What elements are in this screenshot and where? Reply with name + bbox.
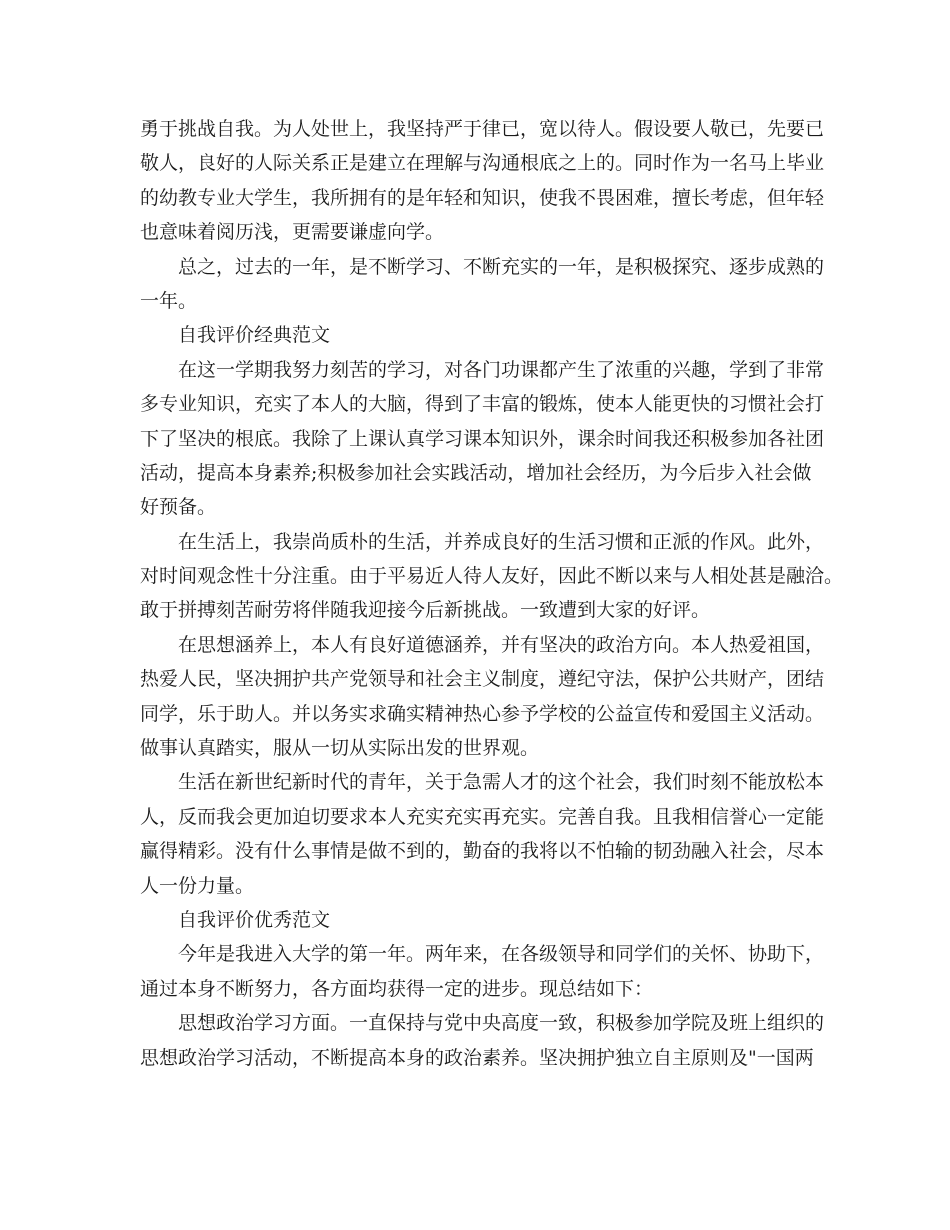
text-line: 赢得精彩。没有什么事情是做不到的，勤奋的我将以不怕输的韧劲融入社会，尽本 [140,840,825,863]
text-line: 在思想涵养上，本人有良好道德涵养，并有坚决的政治方向。本人热爱祖国， [178,633,825,656]
text-line: 人，反而我会更加迫切要求本人充实充实再充实。完善自我。且我相信誉心一定能 [140,805,825,828]
text-line: 热爱人民，坚决拥护共产党领导和社会主义制度，遵纪守法，保护公共财产，团结 [140,668,825,691]
text-line: 一年。 [140,289,198,312]
text-line: 活动，提高本身素养;积极参加社会实践活动，增加社会经历，为今后步入社会做 [140,461,812,484]
text-line: 敬人，良好的人际关系正是建立在理解与沟通根底之上的。同时作为一名马上毕业 [140,152,825,175]
text-line: 在这一学期我努力刻苦的学习，对各门功课都产生了浓重的兴趣，学到了非常 [178,358,825,381]
text-line: 同学，乐于助人。并以务实求确实精神热心参予学校的公益宣传和爱国主义活动。 [140,702,825,725]
text-line: 总之，过去的一年，是不断学习、不断充实的一年，是积极探究、逐步成熟的 [178,255,825,278]
text-line: 下了坚决的根底。我除了上课认真学习课本知识外，课余时间我还积极参加各社团 [140,427,825,450]
text-line: 思想政治学习活动，不断提高本身的政治素养。坚决拥护独立自主原则及"一国两 [140,1046,814,1069]
text-line: 多专业知识，充实了本人的大脑，得到了丰富的锻炼，使本人能更快的习惯社会打 [140,393,825,416]
text-line: 好预备。 [140,496,217,519]
text-line: 勇于挑战自我。为人处世上，我坚持严于律已，宽以待人。假设要人敬已，先要已 [140,118,825,140]
text-line: 敢于拼搏刻苦耐劳将伴随我迎接今后新挑战。一致遭到大家的好评。 [140,599,711,622]
text-line: 对时间观念性十分注重。由于平易近人待人友好，因此不断以来与人相处甚是融洽。 [140,565,844,588]
text-line: 通过本身不断努力，各方面均获得一定的进步。现总结如下： [140,977,654,1000]
text-line: 生活在新世纪新时代的青年，关于急需人才的这个社会，我们时刻不能放松本 [178,771,825,794]
text-line: 思想政治学习方面。一直保持与党中央高度一致，积极参加学院及班上组织的 [178,1012,825,1035]
text-line: 的幼教专业大学生，我所拥有的是年轻和知识，使我不畏困难，擅长考虑，但年轻 [140,186,825,209]
text-line: 做事认真踏实，服从一切从实际出发的世界观。 [140,737,540,760]
text-line: 也意味着阅历浅，更需要谦虚向学。 [140,221,445,244]
text-line: 今年是我进入大学的第一年。两年来，在各级领导和同学们的关怀、协助下， [178,943,825,966]
text-line: 人一份力量。 [140,874,255,897]
text-line: 自我评价优秀范文 [178,908,331,931]
text-line: 在生活上，我崇尚质朴的生活，并养成良好的生活习惯和正派的作风。此外， [178,530,825,553]
text-line: 自我评价经典范文 [178,324,331,347]
document-body [140,112,844,1075]
